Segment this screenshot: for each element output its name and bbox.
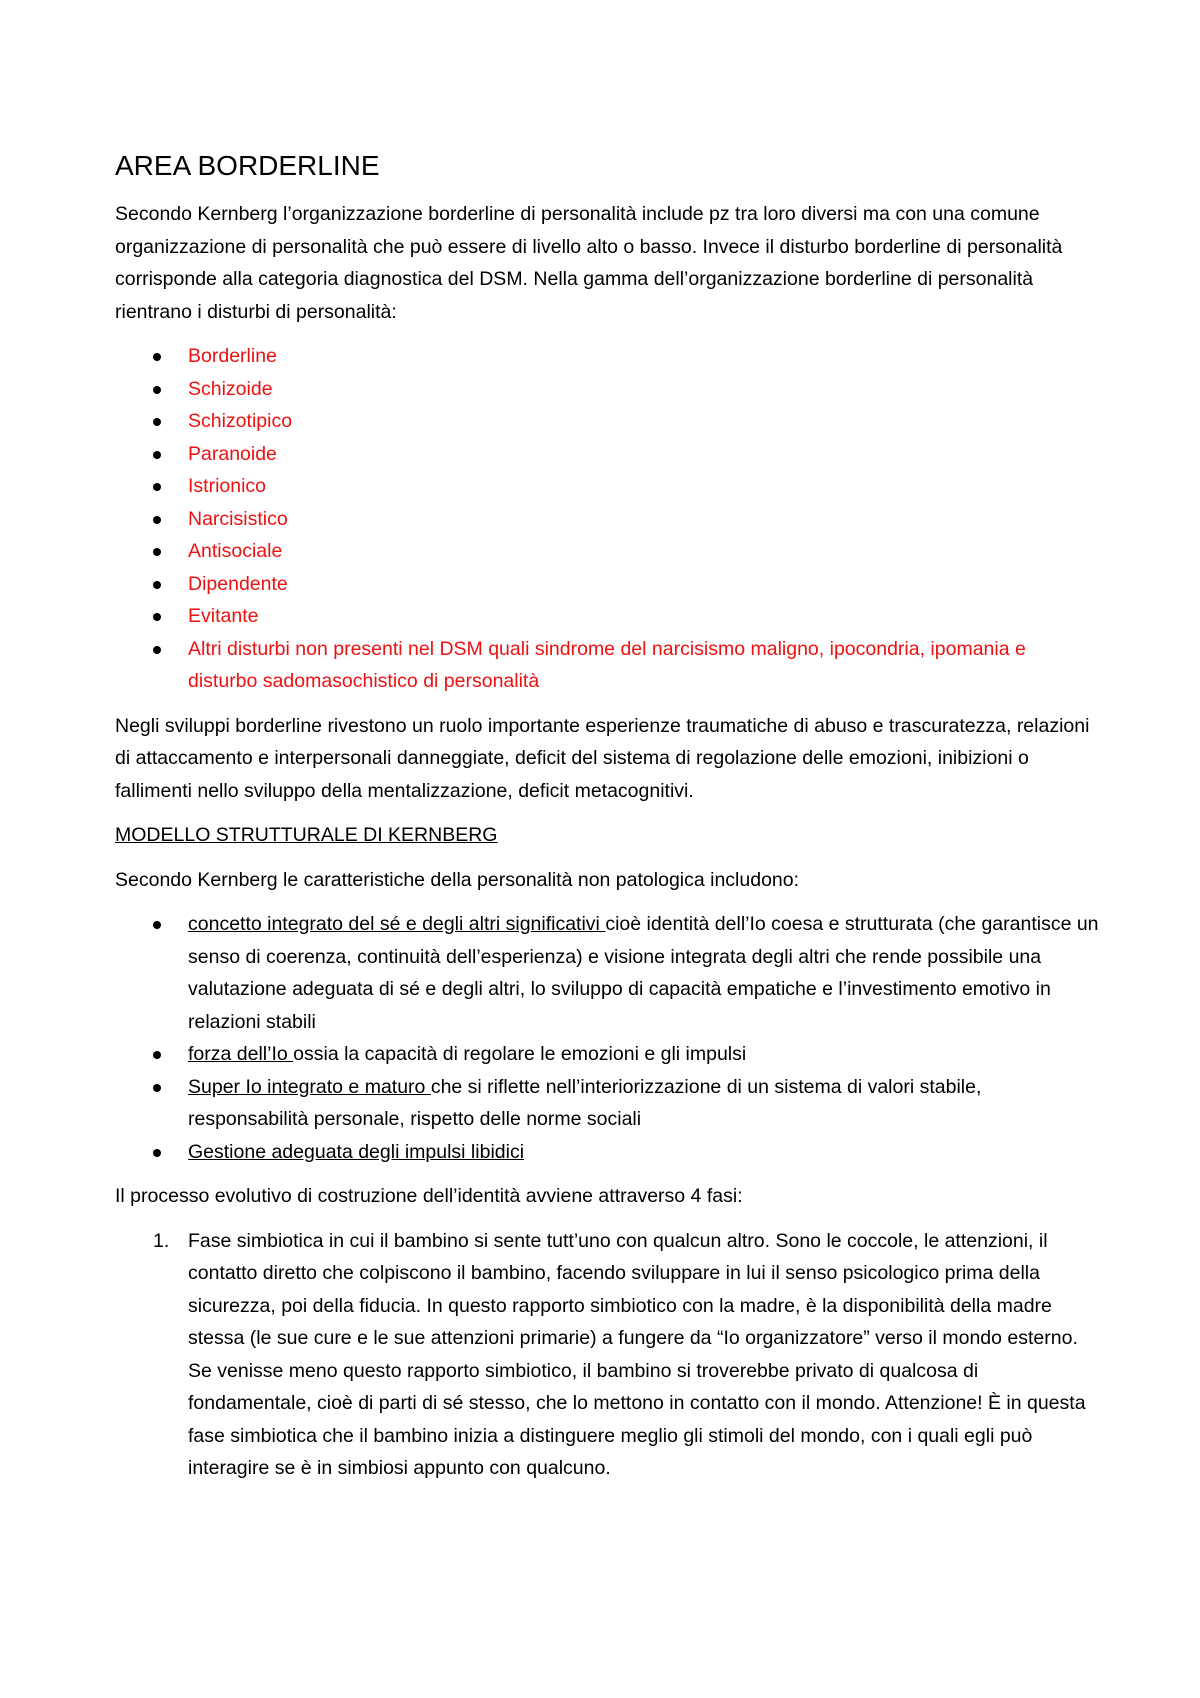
document-body xyxy=(115,148,1100,1485)
feature-term: forza dell’Io xyxy=(188,1043,294,1065)
list-item xyxy=(115,1071,1100,1136)
list-item: Borderline xyxy=(115,340,1100,373)
list-item xyxy=(115,908,1100,1038)
page-title: AREA BORDERLINE xyxy=(115,150,380,181)
feature-text: cioè identità dell’Io coesa e strutturata (che garantisce un senso di coerenza, continuità dell’esperienza) e visione integrata degli altri che rende possibile una valutazione adeguata di sé e degli altri, lo sviluppo di capacità empatiche e l’investimento emotivo in relazioni stabili xyxy=(188,913,1099,1033)
phase-term: Fase simbiotica xyxy=(188,1229,324,1252)
phase-text: in cui il bambino si sente tutt’uno con qualcun altro. Sono le coccole, le attenzioni, il contatto diretto che colpiscono il bambino, facendo sviluppare in lui il senso psicologico prima della sicurezza, poi della fiducia. In questo rapporto simbiotico con la madre, è la disponibilità della madre stessa (le sue cure e le sue attenzioni primarie) a fungere da “Io organizzatore” verso il mondo esterno. Se venisse meno questo rapporto simbiotico, il bambino si troverebbe privato di qualcosa di fondamentale, cioè di parti di sé stesso, che lo mettono in contatto con il mondo. Attenzione! È in questa fase simbiotica che il bambino inizia a distinguere meglio gli stimoli del mondo, con i quali egli può interagire se è in simbiosi appunto con qualcuno. xyxy=(188,1229,1086,1479)
phase-number: 1. xyxy=(153,1229,170,1252)
phases-list xyxy=(115,1225,1100,1485)
features-list xyxy=(115,908,1100,1168)
list-item xyxy=(115,1225,1100,1485)
feature-text: che si riflette nell’interiorizzazione di un sistema di valori stabile, responsabilità personale, rispetto delle norme sociali xyxy=(188,1075,982,1130)
list-item: Altri disturbi non presenti nel DSM quali sindrome del narcisismo maligno, ipocondria, ipomania e disturbo sadomasochistico di personalità xyxy=(115,633,1100,698)
list-item: Istrionico xyxy=(115,470,1100,503)
intro-paragraph: Secondo Kernberg l’organizzazione borderline di personalità include pz tra loro diversi ma con una comune organizzazione di personalità che può essere di livello alto o basso. Invece il disturbo borderline di personalità corrisponde alla categoria diagnostica del DSM. Nella gamma dell’organizzazione borderline di personalità rientrano i disturbi di personalità: xyxy=(115,203,1063,323)
feature-text: ossia la capacità di regolare le emozioni e gli impulsi xyxy=(293,1043,747,1065)
list-item: Narcisistico xyxy=(115,503,1100,536)
list-item: Schizotipico xyxy=(115,405,1100,438)
feature-term: Gestione adeguata degli impulsi libidici xyxy=(188,1140,525,1163)
list-item xyxy=(115,1038,1100,1071)
list-item: Dipendente xyxy=(115,568,1100,601)
list-item xyxy=(115,1136,1100,1169)
feature-term: Super Io integrato e maturo xyxy=(188,1075,431,1098)
list-item: Antisociale xyxy=(115,535,1100,568)
features-intro: Secondo Kernberg le caratteristiche della personalità non patologica includono: xyxy=(115,868,800,891)
development-paragraph: Negli sviluppi borderline rivestono un ruolo importante esperienze traumatiche di abuso e trascuratezza, relazioni di attaccamento e interpersonali danneggiate, deficit del sistema di regolazione delle emozioni, inibizioni o fallimenti nello sviluppo della mentalizzazione, deficit metacognitivi. xyxy=(115,714,1090,802)
list-item: Evitante xyxy=(115,600,1100,633)
section-heading: MODELLO STRUTTURALE DI KERNBERG xyxy=(115,824,498,846)
list-item: Paranoide xyxy=(115,438,1100,471)
feature-term: concetto integrato del sé e degli altri significativi xyxy=(188,913,606,935)
list-item: Schizoide xyxy=(115,373,1100,406)
disorders-list xyxy=(115,340,1100,698)
phases-intro: Il processo evolutivo di costruzione dell’identità avviene attraverso 4 fasi: xyxy=(115,1185,743,1207)
